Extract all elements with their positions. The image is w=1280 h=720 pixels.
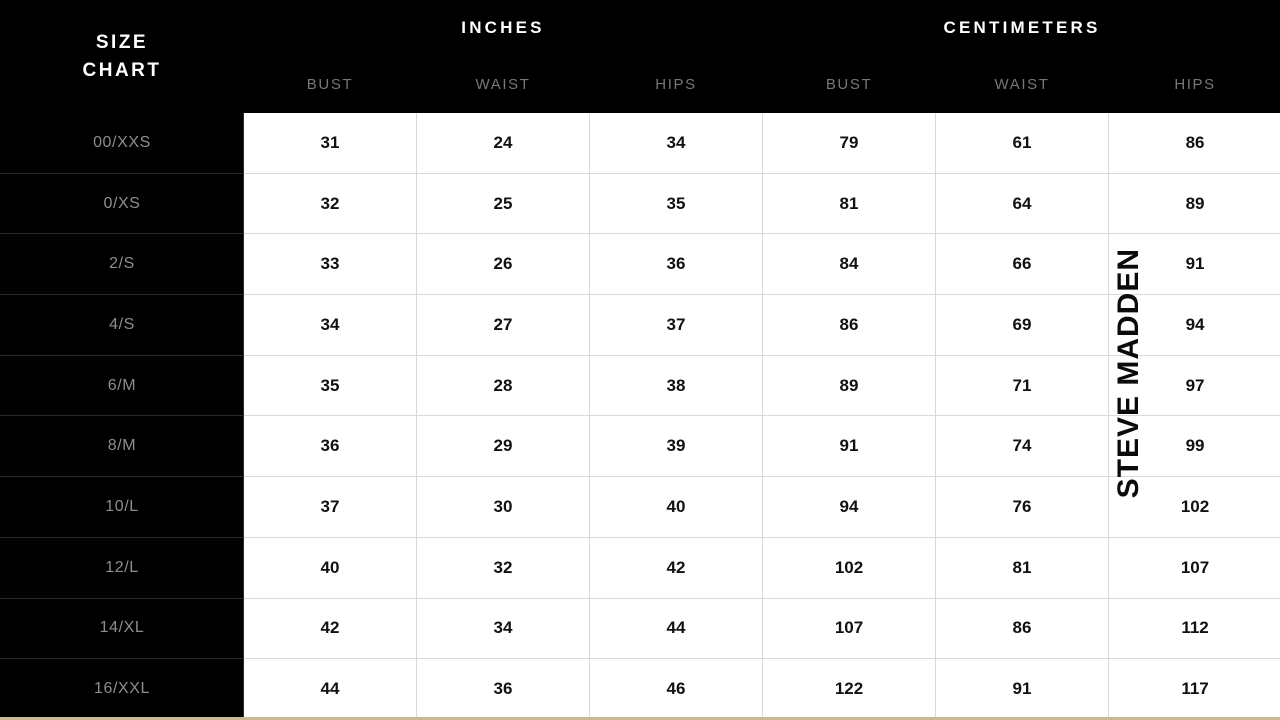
value-cm-bust: 122 xyxy=(763,659,936,720)
value-cm-bust: 89 xyxy=(763,355,936,416)
value-inches-waist: 30 xyxy=(417,477,590,538)
value-inches-hips: 38 xyxy=(590,355,763,416)
table-row xyxy=(1,355,1280,416)
table-row xyxy=(1,416,1280,477)
size-chart-title-line1: SIZE xyxy=(95,31,149,53)
value-inches-waist: 27 xyxy=(417,295,590,356)
group-header-inches: INCHES xyxy=(244,1,763,56)
value-inches-hips: 37 xyxy=(590,295,763,356)
value-inches-waist: 29 xyxy=(417,416,590,477)
value-cm-bust: 91 xyxy=(763,416,936,477)
size-label: 10/L xyxy=(1,477,244,538)
table-row xyxy=(1,234,1280,295)
value-inches-bust: 35 xyxy=(244,355,417,416)
value-cm-bust: 94 xyxy=(763,477,936,538)
table-row xyxy=(1,173,1280,234)
value-cm-waist: 86 xyxy=(936,598,1109,659)
value-inches-hips: 35 xyxy=(590,173,763,234)
brand-name: STEVE MADDEN xyxy=(1112,247,1145,499)
value-inches-hips: 46 xyxy=(590,659,763,720)
subheader-cm-hips: HIPS xyxy=(1109,56,1280,113)
value-cm-waist: 81 xyxy=(936,537,1109,598)
size-label: 4/S xyxy=(1,295,244,356)
value-cm-hips: 97 xyxy=(1109,355,1280,416)
brand-watermark xyxy=(1100,247,1158,499)
value-cm-hips: 112 xyxy=(1109,598,1280,659)
value-cm-hips: 94 xyxy=(1109,295,1280,356)
size-chart-title-line2: CHART xyxy=(82,59,162,81)
subheader-cm-bust: BUST xyxy=(763,56,936,113)
size-label: 0/XS xyxy=(1,173,244,234)
value-cm-waist: 61 xyxy=(936,113,1109,174)
value-cm-hips: 99 xyxy=(1109,416,1280,477)
group-header-centimeters: CENTIMETERS xyxy=(763,1,1280,56)
value-inches-bust: 33 xyxy=(244,234,417,295)
value-cm-bust: 86 xyxy=(763,295,936,356)
value-cm-bust: 79 xyxy=(763,113,936,174)
value-inches-waist: 36 xyxy=(417,659,590,720)
value-cm-waist: 76 xyxy=(936,477,1109,538)
value-cm-hips: 102 xyxy=(1109,477,1280,538)
subheader-inches-waist: WAIST xyxy=(417,56,590,113)
subheader-cm-waist: WAIST xyxy=(936,56,1109,113)
value-cm-waist: 71 xyxy=(936,355,1109,416)
value-inches-bust: 32 xyxy=(244,173,417,234)
value-cm-hips: 117 xyxy=(1109,659,1280,720)
subheader-inches-hips: HIPS xyxy=(590,56,763,113)
size-label: 12/L xyxy=(1,537,244,598)
value-inches-bust: 36 xyxy=(244,416,417,477)
table-row xyxy=(1,113,1280,174)
table-row xyxy=(1,659,1280,720)
size-label: 16/XXL xyxy=(1,659,244,720)
size-label: 8/M xyxy=(1,416,244,477)
value-cm-hips: 91 xyxy=(1109,234,1280,295)
table-row xyxy=(1,537,1280,598)
size-label: 2/S xyxy=(1,234,244,295)
table-row xyxy=(1,295,1280,356)
value-inches-waist: 32 xyxy=(417,537,590,598)
value-cm-waist: 66 xyxy=(936,234,1109,295)
value-inches-hips: 44 xyxy=(590,598,763,659)
value-inches-bust: 31 xyxy=(244,113,417,174)
value-inches-waist: 34 xyxy=(417,598,590,659)
table-body xyxy=(1,113,1280,720)
value-cm-bust: 81 xyxy=(763,173,936,234)
value-cm-hips: 107 xyxy=(1109,537,1280,598)
value-cm-hips: 89 xyxy=(1109,173,1280,234)
table-header xyxy=(1,1,1280,113)
value-inches-bust: 44 xyxy=(244,659,417,720)
size-label: 00/XXS xyxy=(1,113,244,174)
value-cm-hips: 86 xyxy=(1109,113,1280,174)
size-chart-title xyxy=(1,1,244,113)
value-inches-hips: 34 xyxy=(590,113,763,174)
value-inches-bust: 37 xyxy=(244,477,417,538)
value-inches-bust: 34 xyxy=(244,295,417,356)
table-row xyxy=(1,598,1280,659)
subheader-inches-bust: BUST xyxy=(244,56,417,113)
value-inches-waist: 24 xyxy=(417,113,590,174)
header-row-groups xyxy=(1,1,1280,56)
value-inches-bust: 42 xyxy=(244,598,417,659)
size-label: 14/XL xyxy=(1,598,244,659)
value-inches-hips: 40 xyxy=(590,477,763,538)
value-cm-bust: 107 xyxy=(763,598,936,659)
value-inches-bust: 40 xyxy=(244,537,417,598)
value-inches-waist: 25 xyxy=(417,173,590,234)
value-cm-waist: 74 xyxy=(936,416,1109,477)
value-cm-bust: 102 xyxy=(763,537,936,598)
value-cm-waist: 64 xyxy=(936,173,1109,234)
value-inches-hips: 42 xyxy=(590,537,763,598)
value-cm-bust: 84 xyxy=(763,234,936,295)
value-inches-waist: 26 xyxy=(417,234,590,295)
value-inches-hips: 36 xyxy=(590,234,763,295)
value-inches-waist: 28 xyxy=(417,355,590,416)
size-label: 6/M xyxy=(1,355,244,416)
value-cm-waist: 91 xyxy=(936,659,1109,720)
table-row xyxy=(1,477,1280,538)
value-cm-waist: 69 xyxy=(936,295,1109,356)
value-inches-hips: 39 xyxy=(590,416,763,477)
